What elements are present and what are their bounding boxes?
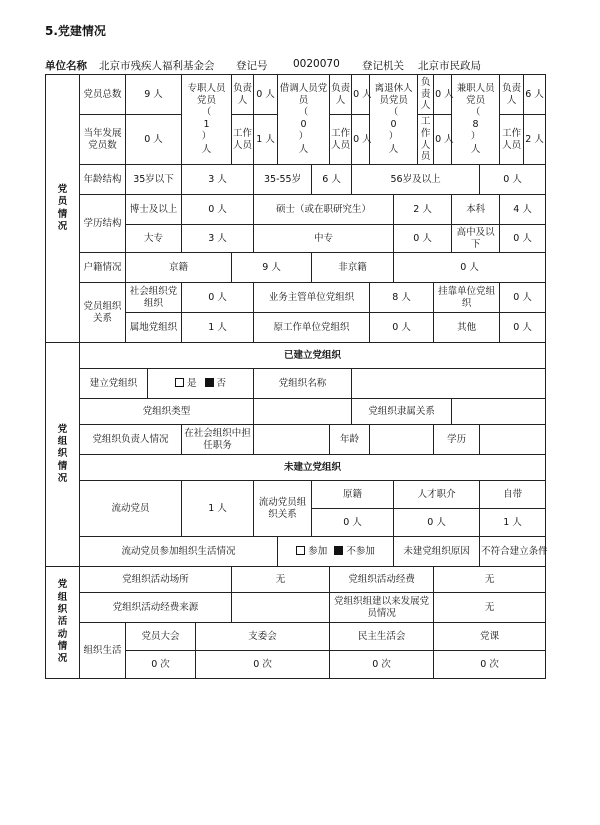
edu-highschool-value: 0 人 [500, 225, 546, 253]
lent-members-cell [278, 75, 330, 165]
staff-parttime-value: 2 人 [524, 115, 546, 165]
edu-secondary-label: 中专 [254, 225, 394, 253]
talent-agency-label: 人才职介 [394, 481, 480, 509]
org-section-label: 党组织情况 [46, 343, 80, 567]
party-building-form [45, 74, 546, 679]
democratic-life-label: 民主生活会 [330, 623, 434, 651]
origin-value: 0 人 [312, 509, 394, 537]
established-choice [148, 369, 254, 399]
org-name-field-label: 党组织名称 [254, 369, 352, 399]
resp-retired-value: 0 人 [434, 75, 452, 115]
leader-position-value [254, 425, 330, 455]
rel-other-label: 其他 [434, 313, 500, 343]
section-title: 5.党建情况 [45, 24, 106, 38]
rel-original-label: 原工作单位党组织 [254, 313, 370, 343]
rel-supervisor-value: 8 人 [370, 283, 434, 313]
congress-value: 0 次 [126, 651, 196, 679]
hukou-label: 户籍情况 [80, 253, 126, 283]
activity-section-label: 党组织活动情况 [46, 567, 80, 679]
staff-label-4: 工作人员 [500, 115, 524, 165]
reason-value: 不符合建立条件 [480, 537, 546, 567]
resp-parttime-value: 6 人 [524, 75, 546, 115]
total-members-label: 党员总数 [80, 75, 126, 115]
resp-label-2: 负责人 [330, 75, 352, 115]
no-checkbox[interactable] [205, 378, 214, 387]
party-lecture-label: 党课 [434, 623, 546, 651]
established-label: 建立党组织 [80, 369, 148, 399]
leader-education-label: 学历 [434, 425, 480, 455]
participation-label: 流动党员参加组织生活情况 [80, 537, 278, 567]
staff-retired-value: 0 人 [434, 115, 452, 165]
funds-value: 无 [434, 567, 546, 593]
new-members-value: 0 人 [126, 115, 182, 165]
not-established-header: 未建立党组织 [80, 455, 546, 481]
rel-attached-value: 0 人 [500, 283, 546, 313]
staff-lent-value: 0 人 [352, 115, 370, 165]
leader-education-value [480, 425, 546, 455]
edu-bachelor-label: 本科 [452, 195, 500, 225]
party-lecture-value: 0 次 [434, 651, 546, 679]
development-value: 无 [434, 593, 546, 623]
rel-social-label: 社会组织党组织 [126, 283, 182, 313]
self-carried-value: 1 人 [480, 509, 546, 537]
participation-choice [278, 537, 394, 567]
retired-members-label: 离退休人员党员 [374, 82, 413, 106]
hukou-nonbeijing-value: 0 人 [394, 253, 546, 283]
org-name-label: 单位名称 [45, 60, 87, 72]
parttime-members-value: （ 8 ）人 [470, 106, 481, 155]
lent-members-label: 借调人员党员 [279, 82, 328, 106]
retired-members-cell [370, 75, 418, 165]
talent-agency-value: 0 人 [394, 509, 480, 537]
org-type-label: 党组织类型 [80, 399, 254, 425]
edu-secondary-value: 0 人 [394, 225, 452, 253]
venue-value: 无 [232, 567, 330, 593]
resp-label-1: 负责人 [232, 75, 254, 115]
parttime-members-cell [452, 75, 500, 165]
hukou-nonbeijing-label: 非京籍 [312, 253, 394, 283]
not-participate-label: 不参加 [346, 545, 375, 557]
hukou-beijing-label: 京籍 [126, 253, 232, 283]
org-name-value: 北京市残疾人福利基金会 [99, 60, 215, 72]
org-type-value [254, 399, 352, 425]
yes-label: 是 [187, 377, 197, 389]
leader-position-label: 在社会组织中担任职务 [182, 425, 254, 455]
education-structure-label: 学历结构 [80, 195, 126, 253]
fulltime-members-cell [182, 75, 232, 165]
floating-relation-label: 流动党员组织关系 [254, 481, 312, 537]
staff-fulltime-value: 1 人 [254, 115, 278, 165]
org-leader-label: 党组织负责人情况 [80, 425, 182, 455]
registration-number-label: 登记号 [236, 60, 268, 72]
staff-label-3: 工作人员 [418, 115, 434, 165]
rel-local-value: 1 人 [182, 313, 254, 343]
democratic-life-value: 0 次 [330, 651, 434, 679]
age-structure-label: 年龄结构 [80, 165, 126, 195]
participate-label: 参加 [308, 545, 328, 557]
hukou-beijing-value: 9 人 [232, 253, 312, 283]
resp-label-3: 负责人 [418, 75, 434, 115]
new-members-label: 当年发展党员数 [80, 115, 126, 165]
staff-label-1: 工作人员 [232, 115, 254, 165]
org-affiliation-label: 党组织隶属关系 [352, 399, 452, 425]
funds-source-label: 党组织活动经费来源 [80, 593, 232, 623]
retired-members-value: （ 0 ）人 [388, 106, 399, 155]
edu-highschool-label: 高中及以下 [452, 225, 500, 253]
rel-social-value: 0 人 [182, 283, 254, 313]
age-35-55-value: 6 人 [312, 165, 352, 195]
org-life-label: 组织生活 [80, 623, 126, 679]
age-under35-value: 3 人 [182, 165, 254, 195]
parttime-members-label: 兼职人员党员 [456, 82, 495, 106]
rel-other-value: 0 人 [500, 313, 546, 343]
fulltime-members-value: （ 1 ）人 [201, 106, 212, 155]
venue-label: 党组织活动场所 [80, 567, 232, 593]
development-label: 党组织组建以来发展党员情况 [330, 593, 434, 623]
origin-label: 原籍 [312, 481, 394, 509]
self-carried-label: 自带 [480, 481, 546, 509]
age-35-55-label: 35-55岁 [254, 165, 312, 195]
membership-relation-label: 党员组织关系 [80, 283, 126, 343]
congress-label: 党员大会 [126, 623, 196, 651]
committee-value: 0 次 [196, 651, 330, 679]
edu-phd-value: 0 人 [182, 195, 254, 225]
floating-members-value: 1 人 [182, 481, 254, 537]
edu-master-value: 2 人 [394, 195, 452, 225]
edu-bachelor-value: 4 人 [500, 195, 546, 225]
rel-local-label: 属地党组织 [126, 313, 182, 343]
not-participate-checkbox[interactable] [334, 546, 343, 555]
registration-number-value: 0020070 [293, 58, 340, 70]
fulltime-members-label: 专职人员党员 [187, 82, 226, 106]
org-affiliation-value [452, 399, 546, 425]
age-over56-value: 0 人 [480, 165, 546, 195]
registration-authority-label: 登记机关 [362, 60, 404, 72]
lent-members-value: （ 0 ）人 [298, 106, 309, 155]
rel-supervisor-label: 业务主管单位党组织 [254, 283, 370, 313]
resp-label-4: 负责人 [500, 75, 524, 115]
edu-college-value: 3 人 [182, 225, 254, 253]
participate-checkbox[interactable] [296, 546, 305, 555]
age-under35-label: 35岁以下 [126, 165, 182, 195]
org-name-field-value [352, 369, 546, 399]
edu-college-label: 大专 [126, 225, 182, 253]
members-section-label: 党员情况 [46, 75, 80, 343]
rel-original-value: 0 人 [370, 313, 434, 343]
committee-label: 支委会 [196, 623, 330, 651]
funds-label: 党组织活动经费 [330, 567, 434, 593]
reason-label: 未建党组织原因 [394, 537, 480, 567]
registration-authority-value: 北京市民政局 [418, 60, 481, 72]
rel-attached-label: 挂靠单位党组织 [434, 283, 500, 313]
resp-fulltime-value: 0 人 [254, 75, 278, 115]
age-over56-label: 56岁及以上 [352, 165, 480, 195]
leader-age-label: 年龄 [330, 425, 370, 455]
funds-source-value [232, 593, 330, 623]
leader-age-value [370, 425, 434, 455]
yes-checkbox[interactable] [175, 378, 184, 387]
edu-phd-label: 博士及以上 [126, 195, 182, 225]
established-header: 已建立党组织 [80, 343, 546, 369]
no-label: 否 [216, 377, 227, 389]
staff-label-2: 工作人员 [330, 115, 352, 165]
floating-members-label: 流动党员 [80, 481, 182, 537]
edu-master-label: 硕士（或在职研究生） [254, 195, 394, 225]
total-members-value: 9 人 [126, 75, 182, 115]
resp-lent-value: 0 人 [352, 75, 370, 115]
